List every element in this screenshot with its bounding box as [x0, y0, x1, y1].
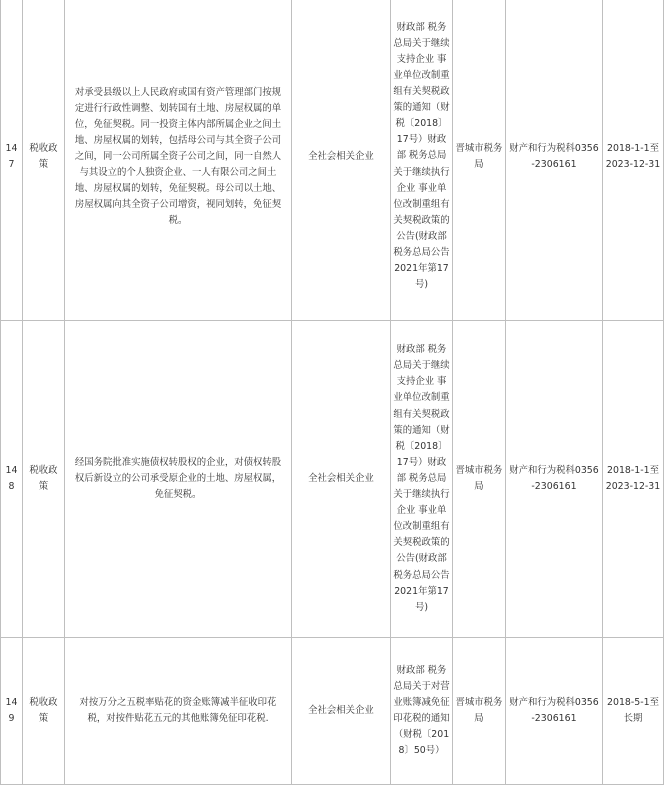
validity-period: 2018-1-1至2023-12-31	[603, 321, 664, 638]
policy-basis: 财政部 税务总局关于对营业账簿减免征印花税的通知（财税〔2018〕50号）	[391, 638, 453, 785]
validity-period: 2018-1-1至2023-12-31	[603, 0, 664, 321]
policy-category: 税收政策	[23, 0, 65, 321]
policy-basis: 财政部 税务总局关于继续支持企业 事业单位改制重组有关契税政策的通知（财税〔2018〕17号）财政部 税务总局关于继续执行企业 事业单位改制重组有关契税政策的公告(财政部 税务总局公告2021年第17号)	[391, 321, 453, 638]
target-audience: 全社会相关企业	[292, 638, 391, 785]
validity-period: 2018-5-1至长期	[603, 638, 664, 785]
responsible-department: 晋城市税务局	[453, 638, 506, 785]
target-audience: 全社会相关企业	[292, 0, 391, 321]
responsible-department: 晋城市税务局	[453, 0, 506, 321]
table-row	[1, 321, 664, 638]
table-row	[1, 638, 664, 785]
contact-info: 财产和行为税科0356-2306161	[506, 638, 603, 785]
row-number: 148	[1, 321, 23, 638]
target-audience: 全社会相关企业	[292, 321, 391, 638]
row-number: 147	[1, 0, 23, 321]
table-row	[1, 0, 664, 321]
policy-description: 经国务院批准实施债权转股权的企业，对债权转股权后新设立的公司承受原企业的土地、房屋权属，免征契税。	[65, 321, 292, 638]
row-number: 149	[1, 638, 23, 785]
contact-info: 财产和行为税科0356-2306161	[506, 321, 603, 638]
policy-description: 对按万分之五税率贴花的资金账簿减半征收印花税，对按件贴花五元的其他账簿免征印花税.	[65, 638, 292, 785]
contact-info: 财产和行为税科0356-2306161	[506, 0, 603, 321]
policy-basis: 财政部 税务总局关于继续支持企业 事业单位改制重组有关契税政策的通知（财税〔2018〕17号）财政部 税务总局关于继续执行企业 事业单位改制重组有关契税政策的公告(财政部 税务总局公告2021年第17号)	[391, 0, 453, 321]
policy-description: 对承受县级以上人民政府或国有资产管理部门按规定进行行政性调整、划转国有土地、房屋权属的单位，免征契税。同一投资主体内部所属企业之间土地、房屋权属的划转，包括母公司与其全资子公司之间，同一公司所属全资子公司之间，同一自然人与其设立的个人独资企业、一人有限公司之间土地、房屋权属的划转，免征契税。母公司以土地、房屋权属向其全资子公司增资，视同划转，免征契税。	[65, 0, 292, 321]
policy-category: 税收政策	[23, 321, 65, 638]
policy-category: 税收政策	[23, 638, 65, 785]
responsible-department: 晋城市税务局	[453, 321, 506, 638]
